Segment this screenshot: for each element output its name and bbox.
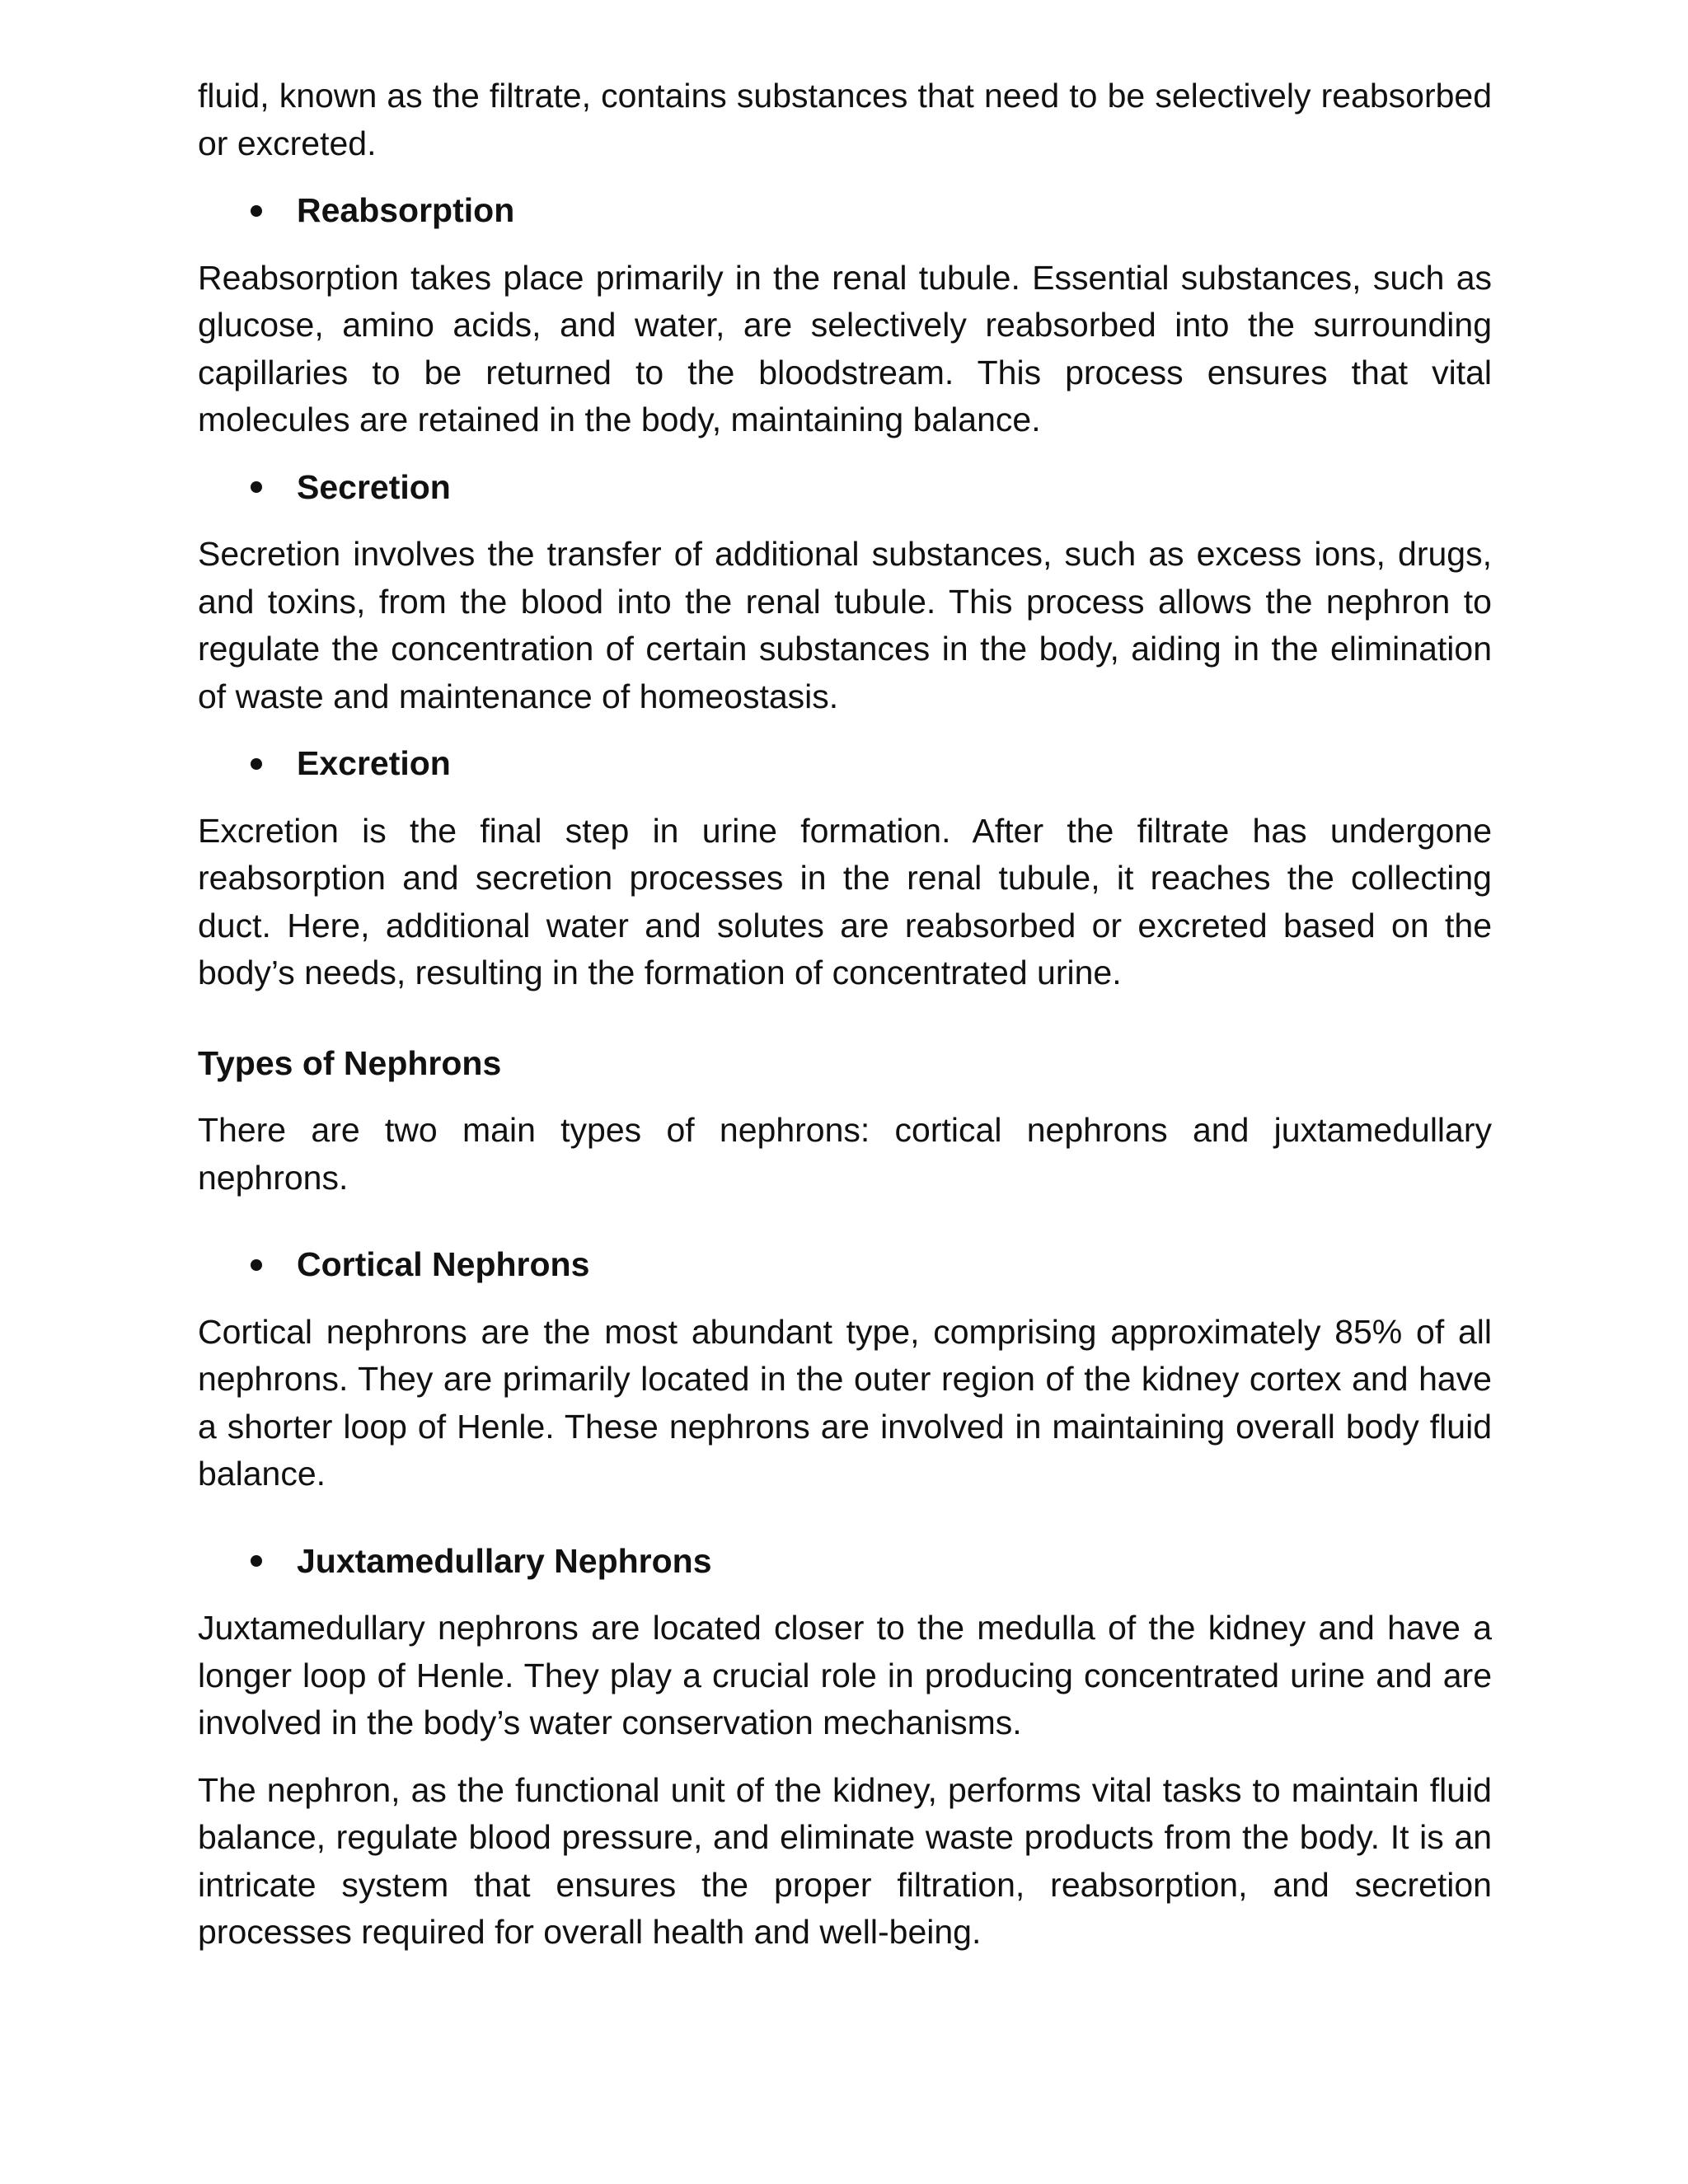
- bullet-icon: [251, 1259, 262, 1271]
- section-spacer: [198, 1202, 1492, 1241]
- reabsorption-heading: [198, 187, 1492, 235]
- bullet-icon: [251, 1555, 262, 1567]
- secretion-heading: [198, 464, 1492, 512]
- section-spacer: [198, 997, 1492, 1040]
- juxtamedullary-nephrons-paragraph: Juxtamedullary nephrons are located closer to the medulla of the kidney and have a longer loop of Henle. They play a crucial role in producing concentrated urine and are involved in the body’s water conservation mechanisms.: [198, 1609, 1492, 1741]
- bullet-icon: [251, 758, 262, 770]
- reabsorption-paragraph: Reabsorption takes place primarily in the renal tubule. Essential substances, such as glucose, amino acids, and water, are selectively reabsorbed into the surrounding capillaries to be returned to the bloodstream. This process ensures that vital molecules are retained in the body, maintaining balance.: [198, 258, 1492, 438]
- cortical-nephrons-heading-label: Cortical Nephrons: [297, 1245, 590, 1283]
- types-of-nephrons-paragraph: There are two main types of nephrons: cortical nephrons and juxtamedullary nephrons.: [198, 1111, 1492, 1197]
- bullet-icon: [251, 205, 262, 217]
- juxtamedullary-nephrons-heading-label: Juxtamedullary Nephrons: [297, 1541, 712, 1580]
- reabsorption-heading-label: Reabsorption: [297, 191, 515, 229]
- types-of-nephrons-heading: Types of Nephrons: [198, 1043, 502, 1082]
- bullet-icon: [251, 481, 262, 493]
- juxtamedullary-nephrons-heading: [198, 1538, 1492, 1586]
- cortical-nephrons-heading: [198, 1241, 1492, 1289]
- section-spacer: [198, 1498, 1492, 1538]
- excretion-heading: [198, 740, 1492, 788]
- excretion-paragraph: Excretion is the final step in urine formation. After the filtrate has undergone reabsorption and secretion processes in the renal tubule, it reaches the collecting duct. Here, additional water and solutes are reabsorbed or excreted based on the body’s needs, resulting in the formation of concentrated urine.: [198, 811, 1492, 991]
- cortical-nephrons-paragraph: Cortical nephrons are the most abundant type, comprising approximately 85% of all nephrons. They are primarily located in the outer region of the kidney cortex and have a shorter loop of Henle. These nephrons are involved in maintaining overall body fluid balance.: [198, 1312, 1492, 1493]
- intro-continuation-paragraph: fluid, known as the filtrate, contains substances that need to be selectively reabsorbed or excreted.: [198, 77, 1492, 162]
- document-page: [198, 73, 1492, 1957]
- conclusion-paragraph: The nephron, as the functional unit of the kidney, performs vital tasks to maintain fluid balance, regulate blood pressure, and eliminate waste products from the body. It is an intricate system that ensures the proper filtration, reabsorption, and secretion processes required for overall health and well-being.: [198, 1770, 1492, 1951]
- excretion-heading-label: Excretion: [297, 744, 451, 782]
- secretion-paragraph: Secretion involves the transfer of additional substances, such as excess ions, drugs, and toxins, from the blood into the renal tubule. This process allows the nephron to regulate the concentration of certain substances in the body, aiding in the elimination of waste and maintenance of homeostasis.: [198, 535, 1492, 715]
- secretion-heading-label: Secretion: [297, 467, 451, 506]
